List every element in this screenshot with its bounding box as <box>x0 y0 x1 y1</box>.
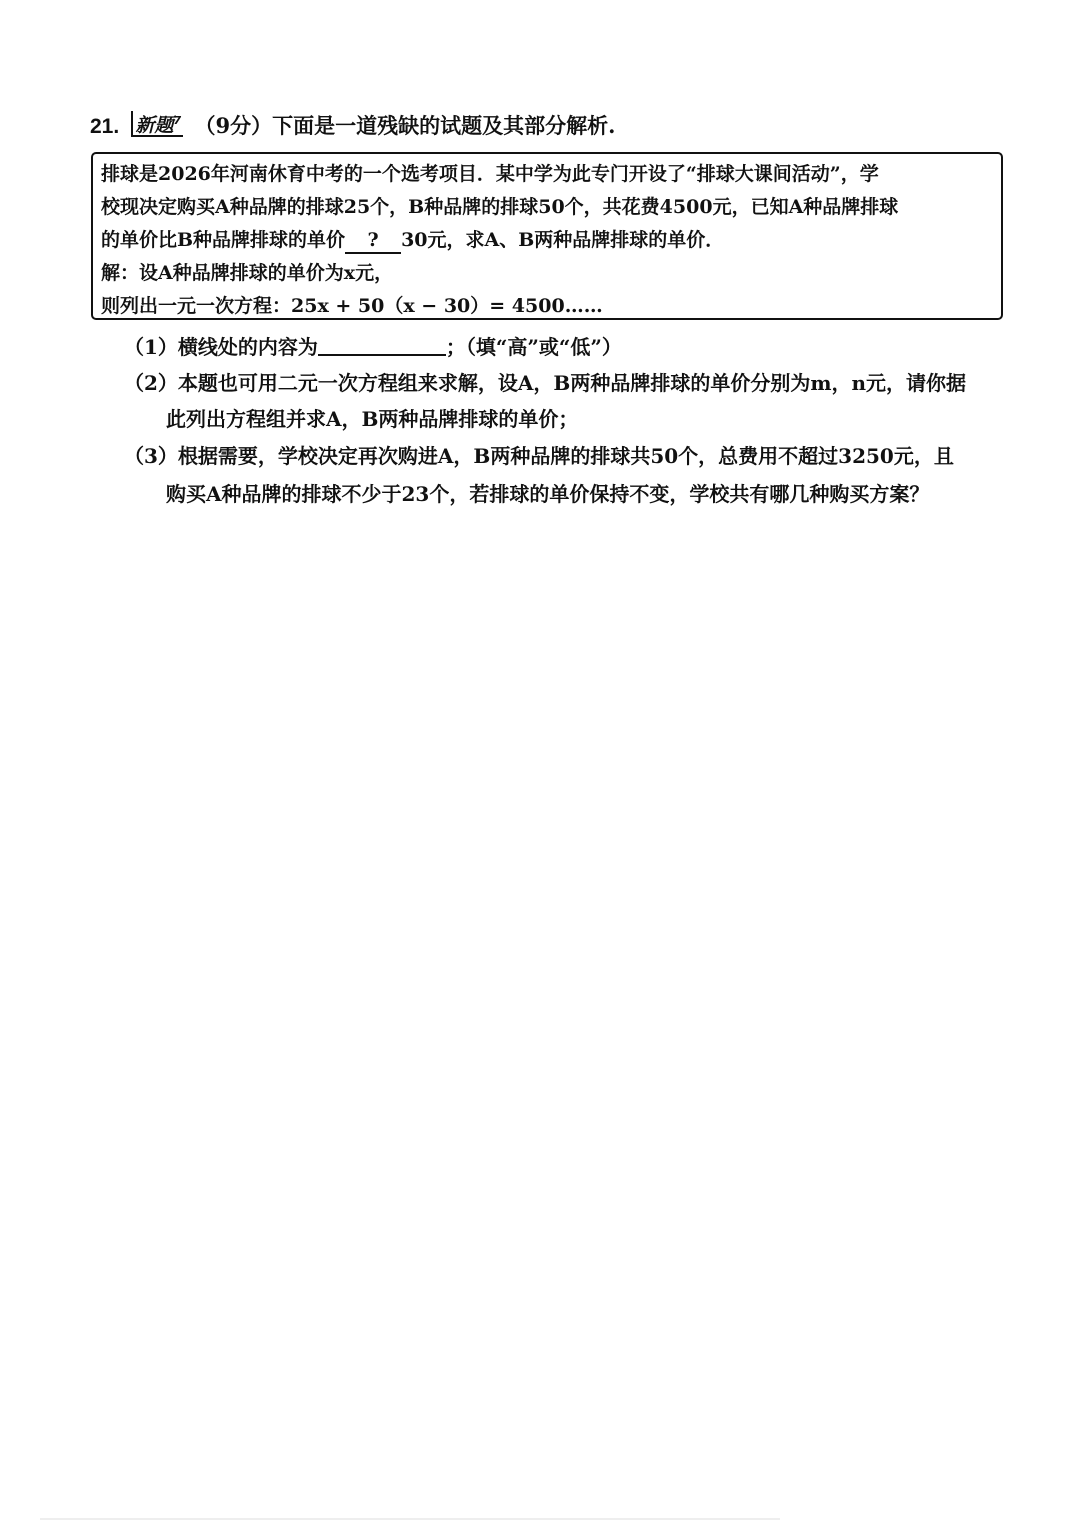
badge-mark: 7 <box>173 113 182 127</box>
answer-blank <box>318 332 446 356</box>
part-1-start: （1）横线处的内容为 <box>124 335 318 359</box>
part-1 <box>124 329 622 365</box>
part-3-line-2: 购买A种品牌的排球不少于23个，若排球的单价保持不变，学校共有哪几种购买方案？ <box>166 482 930 506</box>
box-line-3 <box>101 224 991 257</box>
box-line-1: 排球是2026年河南休育中考的一个选考项目．某中学为此专门开设了“排球大课间活动”，学 <box>101 163 879 185</box>
question-header <box>90 112 615 141</box>
question-number: 21. <box>90 115 120 138</box>
badge-label: 新题 <box>135 114 174 136</box>
scan-edge <box>40 1518 780 1520</box>
question-intro: （9分）下面是一道残缺的试题及其部分解析. <box>194 113 616 138</box>
solution-equation: 则列出一元一次方程：25x + 50（x − 30）= 4500…… <box>101 295 603 317</box>
new-question-badge <box>131 111 184 137</box>
box-line-3-end: 30元，求A、B两种品牌排球的单价． <box>401 229 725 251</box>
missing-word-blank: ? <box>345 228 401 254</box>
part-2-line-2: 此列出方程组并求A，B两种品牌排球的单价； <box>166 407 579 431</box>
solution-setup: 解：设A种品牌排球的单价为x元， <box>101 262 394 284</box>
part-3-line-1: （3）根据需要，学校决定再次购进A，B两种品牌的排球共50个，总费用不超过3250元，且 <box>124 444 954 468</box>
problem-box <box>91 152 1003 320</box>
part-2-line-1: （2）本题也可用二元一次方程组来求解，设A，B两种品牌排球的单价分别为m，n元，请你据 <box>124 371 967 395</box>
box-line-2: 校现决定购买A种品牌的排球25个，B种品牌的排球50个，共花费4500元，已知A种品牌排球 <box>101 196 899 218</box>
part-1-end: ；（填“高”或“低”） <box>445 335 622 359</box>
box-line-3-start: 的单价比B种品牌排球的单价 <box>101 229 346 251</box>
